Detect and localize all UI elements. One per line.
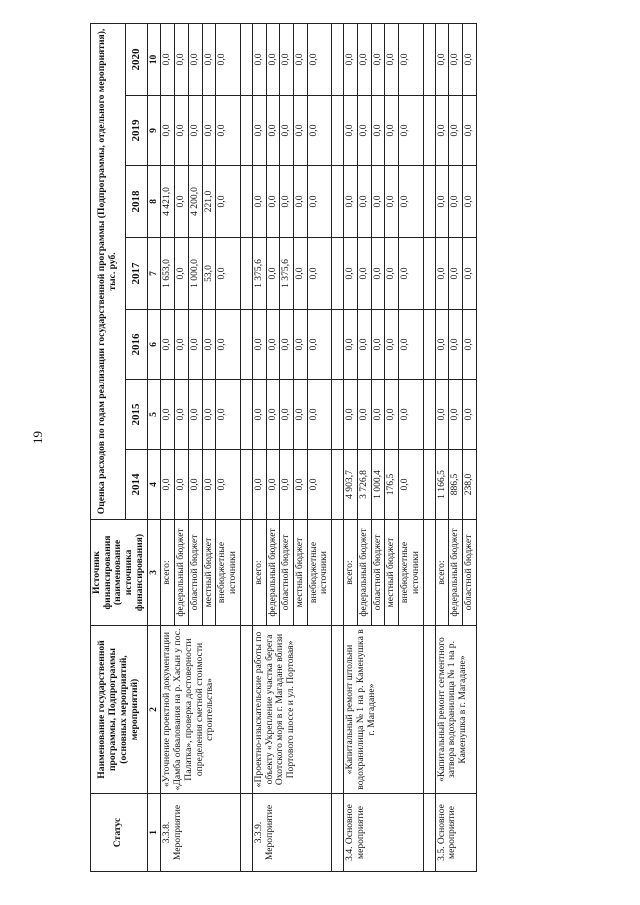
spacer-cell [332, 380, 344, 450]
value-cell: 0,0 [161, 23, 175, 95]
value-cell: 0,0 [252, 380, 266, 450]
value-cell: 0,0 [463, 166, 477, 238]
col-header-year: 2014 [125, 450, 147, 520]
value-cell: 0,0 [399, 450, 423, 520]
value-cell: 0,0 [399, 166, 423, 238]
value-cell: 0,0 [188, 450, 202, 520]
col-index: 4 [147, 450, 161, 520]
value-cell: 0,0 [463, 23, 477, 95]
value-cell: 0,0 [435, 23, 449, 95]
value-cell: 0,0 [307, 380, 331, 450]
value-cell: 0,0 [307, 166, 331, 238]
value-cell: 0,0 [463, 96, 477, 166]
value-cell: 0,0 [266, 380, 280, 450]
spacer-cell [423, 450, 435, 520]
value-cell: 176,5 [385, 450, 399, 520]
status-cell: 3.5. Основное мероприятие [435, 794, 476, 872]
value-cell: 0,0 [344, 96, 358, 166]
spacer-cell [240, 23, 252, 95]
spacer-cell [423, 626, 435, 794]
value-cell: 0,0 [307, 310, 331, 380]
spacer-cell [332, 96, 344, 166]
budget-table [90, 23, 477, 872]
status-cell: 3.3.8. Мероприятие [161, 794, 240, 872]
value-cell: 0,0 [216, 450, 240, 520]
value-cell: 886,5 [449, 450, 463, 520]
funding-source-cell: местный бюджет [202, 520, 216, 626]
value-cell: 1 000,0 [188, 238, 202, 310]
funding-source-cell: областной бюджет [463, 520, 477, 626]
funding-source-cell: областной бюджет [371, 520, 385, 626]
page-number: 19 [30, 431, 45, 444]
col-header-year: 2019 [125, 96, 147, 166]
value-cell: 0,0 [399, 310, 423, 380]
spacer-cell [332, 166, 344, 238]
value-cell: 238,0 [463, 450, 477, 520]
value-cell: 0,0 [385, 238, 399, 310]
funding-source-cell: всего: [161, 520, 175, 626]
value-cell: 0,0 [202, 310, 216, 380]
funding-source-cell: федеральный бюджет [175, 520, 189, 626]
value-cell: 0,0 [202, 23, 216, 95]
value-cell: 0,0 [344, 23, 358, 95]
spacer-cell [332, 794, 344, 872]
value-cell: 0,0 [175, 310, 189, 380]
spacer-cell [240, 520, 252, 626]
value-cell: 0,0 [216, 238, 240, 310]
spacer-cell [423, 794, 435, 872]
spacer-cell [332, 626, 344, 794]
value-cell: 0,0 [294, 166, 308, 238]
value-cell: 0,0 [463, 310, 477, 380]
funding-source-cell: областной бюджет [188, 520, 202, 626]
value-cell: 0,0 [266, 450, 280, 520]
value-cell: 0,0 [294, 23, 308, 95]
value-cell: 0,0 [266, 96, 280, 166]
value-cell: 0,0 [294, 96, 308, 166]
funding-source-cell: федеральный бюджет [449, 520, 463, 626]
value-cell: 0,0 [463, 238, 477, 310]
col-header-status: Статус [91, 794, 148, 872]
value-cell: 0,0 [161, 380, 175, 450]
spacer-cell [240, 450, 252, 520]
value-cell: 221,0 [202, 166, 216, 238]
value-cell: 1 653,0 [161, 238, 175, 310]
col-header-estimate: Оценка расходов по годам реализации государственной программы (Подпрограммы, отдельного мероприятия), тыс. руб. [91, 23, 126, 519]
value-cell: 0,0 [280, 96, 294, 166]
value-cell: 0,0 [435, 238, 449, 310]
col-index: 10 [147, 23, 161, 95]
value-cell: 0,0 [344, 166, 358, 238]
value-cell: 0,0 [371, 310, 385, 380]
value-cell: 0,0 [294, 238, 308, 310]
funding-source-cell: федеральный бюджет [357, 520, 371, 626]
table-body [161, 23, 476, 871]
value-cell: 0,0 [357, 310, 371, 380]
name-cell: «Проектно-изыскательские работы по объекту «Укрепление участка берега Охотского моря в г. Магадане вблизи Портового шоссе и ул. Портовая» [252, 626, 331, 794]
col-header-source: Источник финансирования (наименование источника финансирования) [91, 520, 148, 626]
value-cell: 0,0 [385, 96, 399, 166]
value-cell: 4 421,0 [161, 166, 175, 238]
value-cell: 0,0 [252, 450, 266, 520]
value-cell: 0,0 [188, 96, 202, 166]
col-index: 1 [147, 794, 161, 872]
table-row [435, 23, 449, 871]
spacer-cell [240, 626, 252, 794]
value-cell: 0,0 [252, 310, 266, 380]
funding-source-cell: внебюджетные источники [216, 520, 240, 626]
value-cell: 0,0 [175, 450, 189, 520]
value-cell: 0,0 [280, 23, 294, 95]
status-cell: 3.4. Основное мероприятие [344, 794, 423, 872]
group-spacer-row [240, 23, 252, 871]
funding-source-cell: всего: [435, 520, 449, 626]
value-cell: 0,0 [385, 380, 399, 450]
value-cell: 0,0 [266, 310, 280, 380]
col-index: 5 [147, 380, 161, 450]
value-cell: 0,0 [280, 166, 294, 238]
value-cell: 0,0 [357, 166, 371, 238]
spacer-cell [423, 96, 435, 166]
funding-source-cell: местный бюджет [385, 520, 399, 626]
value-cell: 1 166,5 [435, 450, 449, 520]
spacer-cell [423, 23, 435, 95]
value-cell: 0,0 [371, 166, 385, 238]
value-cell: 0,0 [216, 166, 240, 238]
funding-source-cell: областной бюджет [280, 520, 294, 626]
value-cell: 0,0 [202, 450, 216, 520]
value-cell: 0,0 [294, 450, 308, 520]
value-cell: 0,0 [216, 310, 240, 380]
value-cell: 0,0 [202, 380, 216, 450]
value-cell: 1 000,4 [371, 450, 385, 520]
spacer-cell [423, 238, 435, 310]
value-cell: 0,0 [252, 23, 266, 95]
value-cell: 0,0 [449, 310, 463, 380]
funding-source-cell: внебюджетные источники [307, 520, 331, 626]
name-cell: «Уточнение проектной документации «Дамба обвалования на р. Хасын у пос. Палатка», проверка достоверности определения сметной стоимости строительства» [161, 626, 240, 794]
rotated-page [90, 24, 610, 872]
col-header-year: 2015 [125, 380, 147, 450]
funding-source-cell: всего: [252, 520, 266, 626]
col-header-year: 2017 [125, 238, 147, 310]
table-row [252, 23, 266, 871]
value-cell: 0,0 [399, 380, 423, 450]
value-cell: 0,0 [280, 380, 294, 450]
value-cell: 0,0 [357, 23, 371, 95]
value-cell: 0,0 [399, 238, 423, 310]
value-cell: 0,0 [344, 238, 358, 310]
spacer-cell [240, 166, 252, 238]
value-cell: 53,0 [202, 238, 216, 310]
value-cell: 3 726,8 [357, 450, 371, 520]
status-cell: 3.3.9. Мероприятие [252, 794, 331, 872]
value-cell: 0,0 [161, 96, 175, 166]
value-cell: 0,0 [435, 310, 449, 380]
spacer-cell [332, 23, 344, 95]
funding-source-cell: всего: [344, 520, 358, 626]
value-cell: 0,0 [385, 166, 399, 238]
value-cell: 0,0 [449, 238, 463, 310]
value-cell: 0,0 [294, 310, 308, 380]
value-cell: 0,0 [399, 96, 423, 166]
spacer-cell [332, 520, 344, 626]
value-cell: 0,0 [463, 380, 477, 450]
value-cell: 0,0 [449, 166, 463, 238]
col-index: 6 [147, 310, 161, 380]
table-row [344, 23, 358, 871]
value-cell: 0,0 [266, 23, 280, 95]
funding-source-cell: внебюджетные источники [399, 520, 423, 626]
value-cell: 0,0 [175, 166, 189, 238]
value-cell: 0,0 [449, 380, 463, 450]
header-row-1 [91, 23, 126, 871]
name-cell: «Капитальный ремонт штольни водохранилища № 1 на р. Каменушка в г. Магадане» [344, 626, 423, 794]
value-cell: 0,0 [307, 238, 331, 310]
col-index: 7 [147, 238, 161, 310]
value-cell: 0,0 [435, 380, 449, 450]
spacer-cell [332, 238, 344, 310]
spacer-cell [423, 520, 435, 626]
value-cell: 0,0 [202, 96, 216, 166]
value-cell: 0,0 [449, 23, 463, 95]
spacer-cell [332, 310, 344, 380]
value-cell: 0,0 [435, 96, 449, 166]
funding-source-cell: федеральный бюджет [266, 520, 280, 626]
value-cell: 0,0 [175, 96, 189, 166]
value-cell: 4 903,7 [344, 450, 358, 520]
value-cell: 0,0 [371, 380, 385, 450]
value-cell: 0,0 [307, 450, 331, 520]
spacer-cell [332, 450, 344, 520]
value-cell: 0,0 [435, 166, 449, 238]
value-cell: 0,0 [161, 310, 175, 380]
col-index: 9 [147, 96, 161, 166]
value-cell: 0,0 [294, 380, 308, 450]
value-cell: 0,0 [266, 166, 280, 238]
col-header-year: 2018 [125, 166, 147, 238]
value-cell: 0,0 [216, 23, 240, 95]
value-cell: 0,0 [161, 450, 175, 520]
col-header-year: 2016 [125, 310, 147, 380]
value-cell: 0,0 [175, 380, 189, 450]
value-cell: 0,0 [216, 380, 240, 450]
group-spacer-row [332, 23, 344, 871]
col-index: 8 [147, 166, 161, 238]
value-cell: 0,0 [344, 380, 358, 450]
value-cell: 0,0 [371, 96, 385, 166]
value-cell: 0,0 [344, 310, 358, 380]
value-cell: 0,0 [357, 96, 371, 166]
value-cell: 0,0 [216, 96, 240, 166]
value-cell: 0,0 [385, 310, 399, 380]
col-index: 3 [147, 520, 161, 626]
name-cell: «Капитальный ремонт сегментного затвора водохранилища № 1 на р. Каменушка в г. Магадане» [435, 626, 476, 794]
value-cell: 1 375,6 [252, 238, 266, 310]
value-cell: 0,0 [188, 23, 202, 95]
value-cell: 0,0 [280, 310, 294, 380]
col-header-year: 2020 [125, 23, 147, 95]
spacer-cell [240, 380, 252, 450]
col-header-name: Наименование государственной программы, Подпрограммы (основных мероприятий, мероприятий) [91, 626, 148, 794]
spacer-cell [240, 794, 252, 872]
spacer-cell [423, 310, 435, 380]
value-cell: 0,0 [252, 166, 266, 238]
value-cell: 0,0 [357, 238, 371, 310]
value-cell: 4 200,0 [188, 166, 202, 238]
funding-source-cell: местный бюджет [294, 520, 308, 626]
header-row-indices [147, 23, 161, 871]
value-cell: 0,0 [266, 238, 280, 310]
value-cell: 0,0 [385, 23, 399, 95]
table-row [161, 23, 175, 871]
value-cell: 0,0 [449, 96, 463, 166]
spacer-cell [240, 96, 252, 166]
value-cell: 0,0 [188, 310, 202, 380]
spacer-cell [423, 166, 435, 238]
value-cell: 0,0 [357, 380, 371, 450]
value-cell: 0,0 [307, 96, 331, 166]
value-cell: 0,0 [175, 238, 189, 310]
col-index: 2 [147, 626, 161, 794]
value-cell: 0,0 [175, 23, 189, 95]
value-cell: 0,0 [371, 23, 385, 95]
value-cell: 0,0 [188, 380, 202, 450]
group-spacer-row [423, 23, 435, 871]
value-cell: 1 375,6 [280, 238, 294, 310]
spacer-cell [240, 238, 252, 310]
spacer-cell [423, 380, 435, 450]
value-cell: 0,0 [307, 23, 331, 95]
value-cell: 0,0 [371, 238, 385, 310]
value-cell: 0,0 [399, 23, 423, 95]
value-cell: 0,0 [252, 96, 266, 166]
value-cell: 0,0 [280, 450, 294, 520]
spacer-cell [240, 310, 252, 380]
